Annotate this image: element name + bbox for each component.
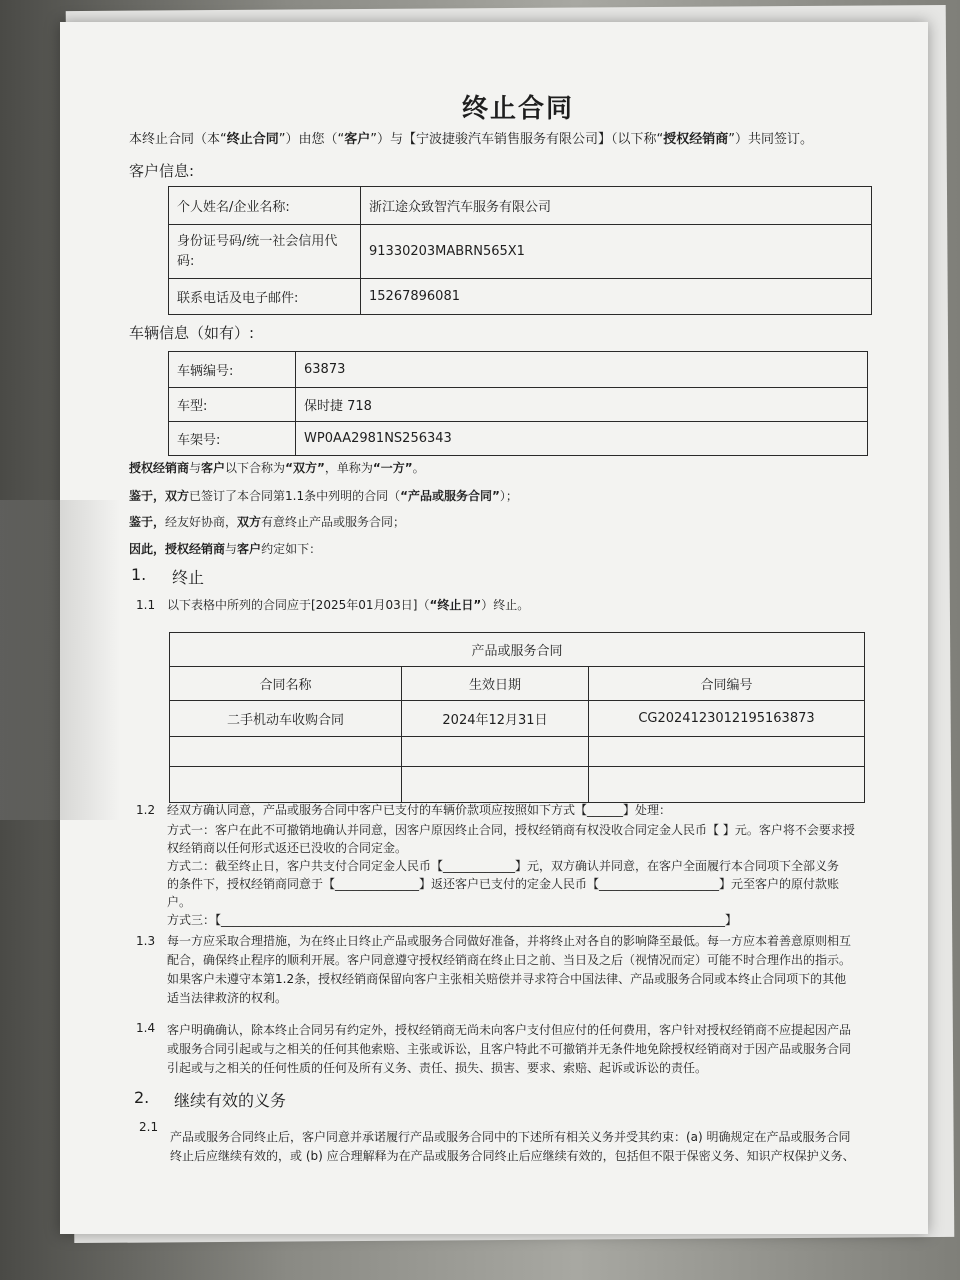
vehicle-model-label: 车型:	[169, 388, 296, 422]
document-title: 终止合同	[462, 94, 575, 124]
clause-1-3-number: 1.3	[136, 934, 156, 948]
vin-label: 车架号:	[169, 422, 296, 456]
term-one-party: “一方”	[372, 461, 413, 475]
whereas-label: 鉴于，	[129, 489, 166, 503]
text: ，单称为	[324, 461, 373, 475]
column-header: 生效日期	[402, 667, 589, 701]
intro-text: ”）与【宁波捷骏汽车销售服务有限公司】（以下称“	[370, 132, 664, 147]
term-customer: 客户	[237, 542, 262, 556]
table-cell	[170, 737, 402, 767]
column-header: 合同编号	[589, 667, 865, 701]
text: 约定如下：	[261, 542, 322, 556]
clause-1-3-line: 配合，确保终止程序的顺利开展。客户同意遵守授权经销商在终止日之前、当日及之后（视情况而定）可能不时合理作出的指示。	[167, 953, 852, 967]
section-1-title: 终止	[172, 568, 205, 587]
text: 与	[225, 542, 238, 556]
intro-text: 本终止合同（本“	[129, 132, 227, 147]
clause-1-1-text	[167, 596, 529, 615]
table-cell	[589, 767, 865, 803]
clause-1-3-line: 每一方应采取合理措施，为在终止日终止产品或服务合同做好准备，并将终止对各自的影响降至最低。每一方应本着善意原则相互	[167, 934, 852, 948]
clause-2-1-line: 产品或服务合同终止后，客户同意并承诺履行产品或服务合同中的下述所有相关义务并受其约束：(a) 明确规定在产品或服务合同	[170, 1130, 851, 1144]
therefore-clause	[129, 540, 321, 559]
table-row	[169, 388, 868, 422]
clause-1-2-line: 户。	[167, 895, 192, 909]
term-customer: 客户	[201, 461, 226, 475]
term-dealer: 授权经销商	[129, 461, 190, 475]
table-header-row	[170, 667, 865, 701]
clause-1-2-line: 方式一：客户在此不可撤销地确认并同意，因客户原因终止合同，授权经销商有权没收合同定金人民币【 】元。客户将不会要求授	[167, 823, 855, 837]
clause-1-2-line: 经双方确认同意，产品或服务合同中客户已支付的车辆价款项应按照如下方式【______】处理：	[167, 803, 672, 817]
therefore-label: 因此，	[129, 542, 166, 556]
contracts-table	[169, 632, 865, 803]
intro-term-dealer: 授权经销商	[663, 132, 729, 147]
vehicle-model-value: 保时捷 718	[296, 388, 868, 422]
customer-id-label: 身份证号码/统一社会信用代码:	[169, 225, 361, 279]
text: ）终止。	[481, 598, 530, 612]
table-row	[169, 225, 872, 279]
clause-1-3-line: 适当法律救济的权利。	[167, 991, 288, 1005]
clause-2-1-number: 2.1	[139, 1120, 159, 1134]
text: 。	[412, 461, 425, 475]
clause-1-2-line: 权经销商以任何形式返还已没收的合同定金。	[167, 841, 408, 855]
whereas-clause-2	[129, 513, 405, 532]
clause-1-2-number: 1.2	[136, 803, 156, 817]
customer-name-value: 浙江途众致智汽车服务有限公司	[361, 187, 872, 225]
customer-id-value: 91330203MABRN565X1	[361, 225, 872, 279]
clause-1-3-line: 如果客户未遵守本第1.2条，授权经销商保留向客户主张相关赔偿并寻求符合中国法律、产品或服务合同或本终止合同项下的其他	[167, 972, 847, 986]
table-row	[170, 737, 865, 767]
term-both-parties: 双方	[237, 515, 262, 529]
text: 已签订了本合同第1.1条中列明的合同（	[189, 489, 401, 503]
table-cell	[170, 767, 402, 803]
term-both-parties: “双方”	[285, 461, 325, 475]
clause-1-1-number: 1.1	[136, 598, 156, 612]
intro-paragraph	[129, 130, 813, 150]
vehicle-info-heading: 车辆信息（如有）:	[129, 324, 255, 342]
table-caption-row	[170, 633, 865, 667]
table-row	[169, 352, 868, 388]
vehicle-info-table	[168, 351, 868, 456]
customer-name-label: 个人姓名/企业名称:	[169, 187, 361, 225]
section-2-number: 2.	[134, 1088, 150, 1107]
clause-1-4-line: 或服务合同引起或与之相关的任何其他索赔、主张或诉讼，且客户特此不可撤销并无条件地免除授权经销商对于因产品或服务合同	[167, 1042, 852, 1056]
contract-number-cell: CG2024123012195163873	[589, 701, 865, 737]
clause-1-2-line: 方式三：【____________________________________________________________________________________】	[167, 913, 738, 927]
table-row	[169, 279, 872, 315]
intro-term-customer: 客户	[344, 132, 371, 147]
table-cell	[402, 737, 589, 767]
whereas-label: 鉴于，	[129, 515, 166, 529]
vin-value: WP0AA2981NS256343	[296, 422, 868, 456]
effective-date-cell: 2024年12月31日	[402, 701, 589, 737]
section-2-title: 继续有效的义务	[174, 1091, 287, 1110]
term-termination-date: “终止日”	[429, 598, 482, 612]
section-1-number: 1.	[131, 565, 147, 584]
text: 以下表格中所列的合同应于[2025年01月03日]（	[167, 598, 430, 612]
text: 与	[189, 461, 202, 475]
customer-contact-label: 联系电话及电子邮件:	[169, 279, 361, 315]
table-row	[169, 187, 872, 225]
vehicle-number-label: 车辆编号:	[169, 352, 296, 388]
vehicle-number-value: 63873	[296, 352, 868, 388]
intro-term-termination: 终止合同	[226, 132, 279, 147]
text: 经友好协商，	[165, 515, 238, 529]
table-cell	[589, 737, 865, 767]
clause-1-2-line: 的条件下，授权经销商同意于【______________】返还客户已支付的定金人民币【____________________】元至客户的原付款账	[167, 877, 840, 891]
table-row	[170, 767, 865, 803]
customer-info-heading: 客户信息:	[129, 162, 195, 180]
clause-1-4-line: 引起或与之相关的任何性质的任何及所有义务、责任、损失、损害、要求、索赔、起诉或诉讼的责任。	[167, 1061, 708, 1075]
text: 以下合称为	[225, 461, 286, 475]
customer-contact-value: 15267896081	[361, 279, 872, 315]
clause-2-1-line: 终止后应继续有效的，或 (b) 应合理解释为在产品或服务合同终止后应继续有效的，包括但不限于保密义务、知识产权保护义务、	[170, 1149, 855, 1163]
intro-text: ”）共同签订。	[728, 132, 814, 147]
clause-1-2-line: 方式二：截至终止日，客户共支付合同定金人民币【____________】元，双方确认并同意，在客户全面履行本合同项下全部义务	[167, 859, 840, 873]
intro-text: ”）由您（“	[278, 132, 345, 147]
text: 有意终止产品或服务合同；	[261, 515, 406, 529]
customer-info-table	[168, 186, 872, 315]
parties-definition	[129, 459, 425, 478]
clause-1-4-line: 客户明确确认，除本终止合同另有约定外，授权经销商无尚未向客户支付但应付的任何费用，客户针对授权经销商不应提起因产品	[167, 1023, 852, 1037]
table-row	[169, 422, 868, 456]
table-cell	[402, 767, 589, 803]
term-both-parties: 双方	[165, 489, 190, 503]
whereas-clause-1	[129, 487, 518, 506]
text: ）；	[499, 489, 518, 503]
contract-name-cell: 二手机动车收购合同	[170, 701, 402, 737]
clause-1-4-number: 1.4	[136, 1021, 156, 1035]
term-product-contract: “产品或服务合同”	[400, 489, 500, 503]
column-header: 合同名称	[170, 667, 402, 701]
table-row	[170, 701, 865, 737]
table-caption: 产品或服务合同	[170, 633, 865, 667]
term-dealer: 授权经销商	[165, 542, 226, 556]
